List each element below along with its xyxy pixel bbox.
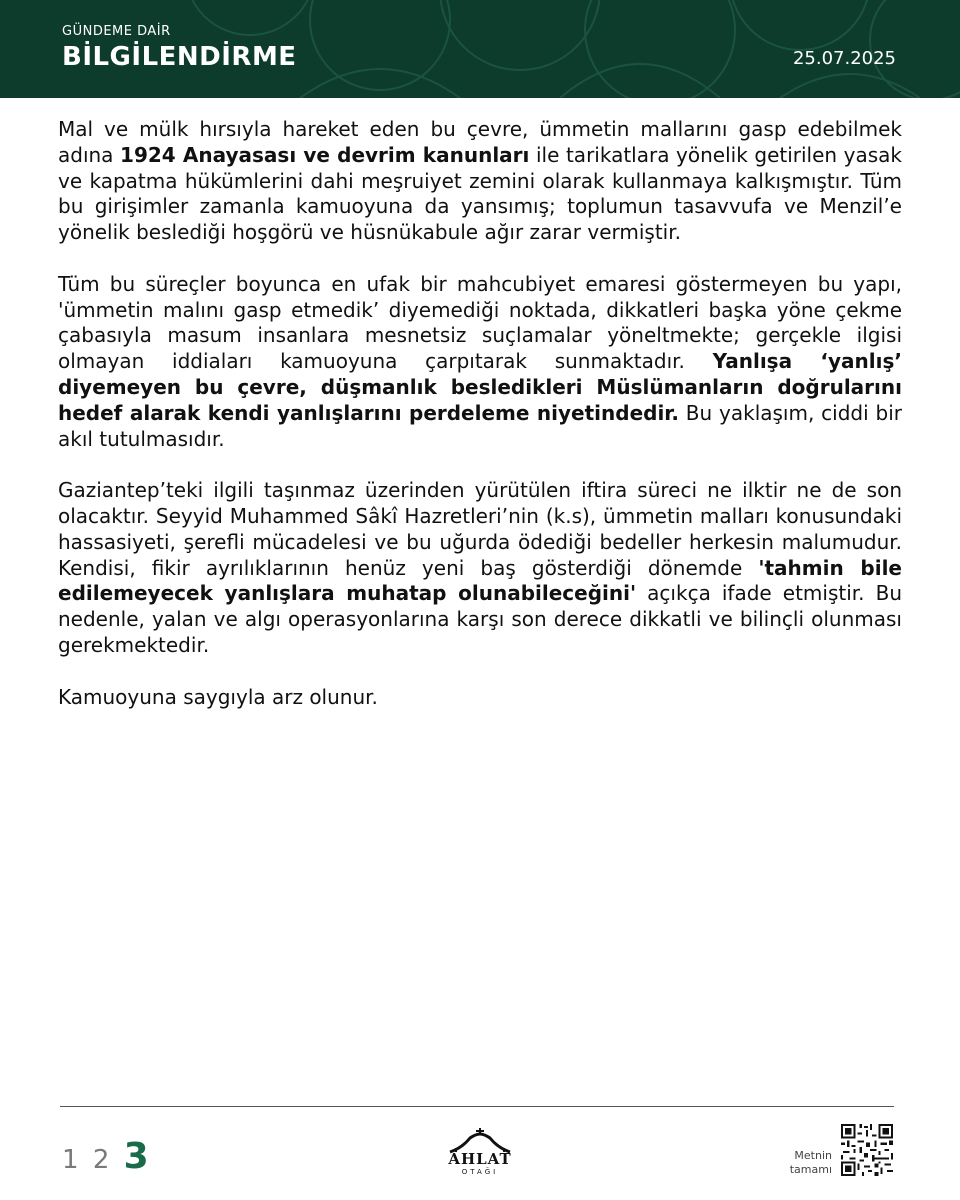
logo-wordmark: AHLAT: [448, 1150, 512, 1168]
header-kicker: GÜNDEME DAİR: [62, 24, 171, 39]
footer-divider: [60, 1106, 894, 1107]
page-indicator: [62, 1136, 155, 1177]
page-3-current[interactable]: 3: [123, 1136, 149, 1177]
closing-line: Kamuoyuna saygıyla arz olunur.: [58, 684, 378, 709]
qr-caption: Metnin tamamı: [789, 1149, 832, 1176]
paragraph-3: Gaziantep’teki ilgili taşınmaz üzerinden yürütülen iftira süreci ne ilktir ne de son olacaktır. Seyyid Muhammed Sâkî Hazretleri’nin (k.s), ümmetin malları konusundaki hassasiyeti, şerefli mücadelesi ve bu uğurda ödediği bedeller herkesin malumudur. Kendisi, fikir ayrılıklarının henüz yeni baş gösterdiği dönemde 'tahmin bile edilemeyecek yanlışlara muhatap olunabileceğini' açıkça ifade etmiştir. Bu nedenle, yalan ve algı operasyonlarına karşı son derece dikkatli ve bilinçli olunması gerekmektedir.: [58, 478, 902, 657]
qr-code-icon[interactable]: [841, 1124, 893, 1176]
paragraph-1: Mal ve mülk hırsıyla hareket eden bu çevre, ümmetin mallarını gasp edebilmek adına 1924 Anayasası ve devrim kanunları ile tarikatlara yönelik getirilen yasak ve kapatma hükümlerini dahi meşruiyet zemini olarak kullanmaya kalkışmıştır. Tüm bu girişimler zamanla kamuoyuna da yansımış; toplumun tasavvufa ve Menzil’e yönelik beslediği hoşgörü ve hüsnükabule ağır zarar vermiştir.: [58, 117, 903, 245]
page-title: BİLGİLENDİRME: [62, 42, 297, 72]
statement-body: [58, 117, 902, 736]
logo-subtext: OTAĞI: [461, 1168, 499, 1176]
paragraph-2: Tüm bu süreçler boyunca en ufak bir mahcubiyet emaresi göstermeyen bu yapı, 'ümmetin malını gasp etmedik’ diyemediği noktada, dikkatleri başka yöne çekme çabasıyla masum insanlara mesnetsiz suçlamalar yöneltmekte; gerçekle ilgisi olmayan iddiaları kamuoyuna çarpıtarak sunmaktadır. Yanlışa ‘yanlış’ diyemeyen bu çevre, düşmanlık besledikleri Müslümanların doğrularını hedef alarak kendi yanlışlarını perdeleme niyetindedir. Bu yaklaşım, ciddi bir akıl tutulmasıdır.: [58, 271, 902, 451]
page-2[interactable]: 2: [92, 1145, 110, 1175]
publish-date: 25.07.2025: [792, 48, 896, 69]
page-1[interactable]: 1: [62, 1145, 79, 1175]
header-banner: [0, 0, 960, 98]
